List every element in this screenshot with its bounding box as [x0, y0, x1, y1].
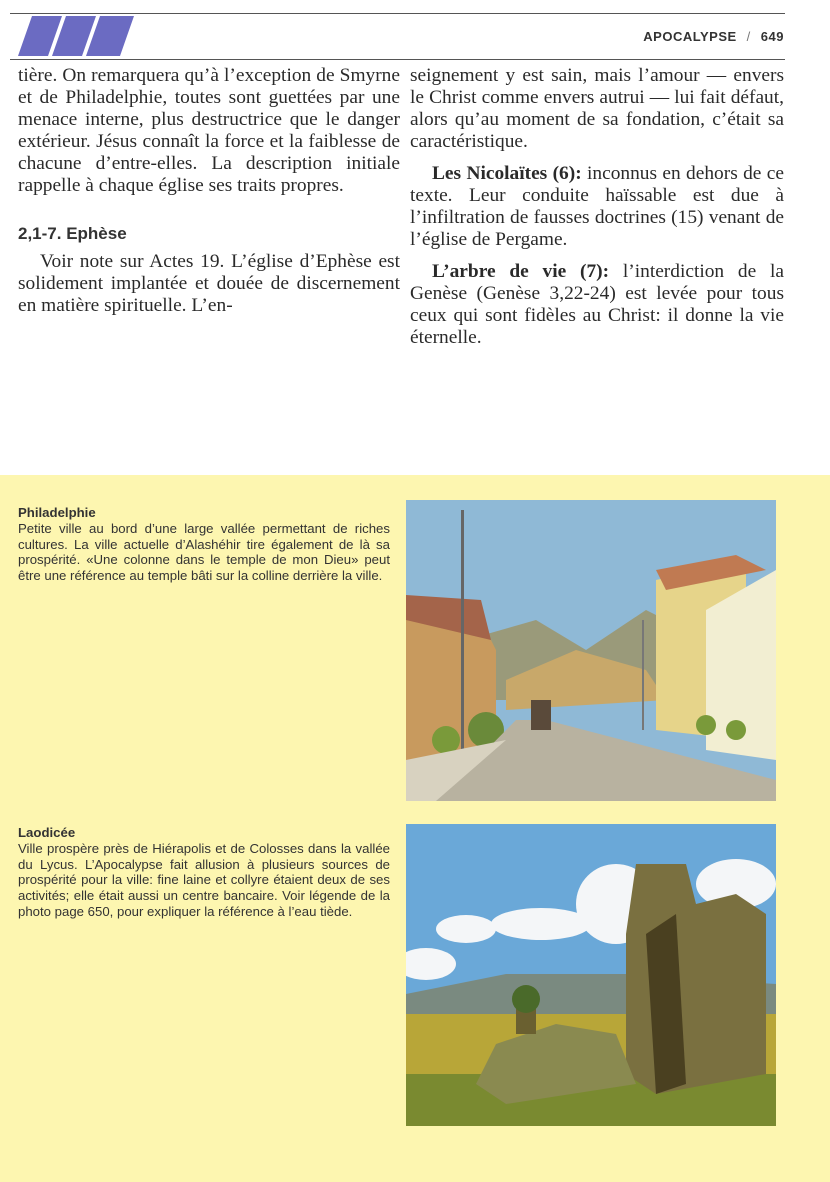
caption-text: Ville prospère près de Hiérapolis et de Colosses dans la vallée du Lycus. L’Apocalypse fait allusion à plusieurs sources de prospérité pour la ville: fine laine et collyre étaient deux de ses activités; elle était aussi un centre bancaire. Voir légende de la photo page 650, pour expliquer la référence à l’eau tiède.: [18, 840, 390, 919]
right-paragraph-1: seignement y est sain, mais l’amour — envers le Christ comme envers autrui — lui fait défaut, alors qu’au moment de sa fondation, c’était sa caractéristique.: [410, 65, 784, 152]
caption-title: Laodicée: [18, 825, 76, 840]
cloud: [491, 908, 591, 940]
bush: [512, 985, 540, 1013]
section-heading: 2,1-7. Ephèse: [18, 224, 127, 243]
header-rule-top: [10, 13, 785, 14]
header-rule-bottom: [10, 59, 785, 60]
arbre-body: l’interdiction de la Genèse (Genèse 3,22-24) est levée pour tous ceux qui sont fidèles au Christ: il donne la vie éternelle.: [410, 261, 785, 348]
left-paragraph-1: tière. On remarquera qu’à l’exception de Smyrne et de Philadelphie, toutes sont guettées par une menace interne, plus destructrice que le danger extérieur. Jésus connaît la force et la faiblesse de chacune d’entre-elles. La description initiale rappelle à chaque église ses traits propres.: [18, 65, 400, 196]
left-paragraph-2: Voir note sur Actes 19. L’église d’Ephèse est solidement implantée et douée de discernement en matière spirituelle. L’en-: [18, 251, 400, 316]
right-column: [410, 65, 784, 349]
term-arbre-de-vie: L’arbre de vie (7):: [432, 261, 610, 282]
tree: [696, 715, 716, 735]
cloud: [436, 915, 496, 943]
tree: [726, 720, 746, 740]
photo-philadelphie-street: [406, 500, 776, 801]
page-number: 649: [760, 29, 784, 44]
tree: [432, 726, 460, 754]
running-head: [643, 29, 784, 44]
logo-icon: [18, 16, 138, 56]
nicolaites-body: inconnus en dehors de ce texte. Leur conduite haïssable est due à l’infiltration de fausses doctrines (15) venant de l’église de Pergame.: [410, 163, 784, 250]
right-paragraph-arbre: [410, 261, 784, 349]
caption-laodicee: [18, 825, 390, 920]
caption-philadelphie: [18, 505, 390, 584]
header-separator: /: [746, 29, 751, 44]
caption-text: Petite ville au bord d’une large vallée permettant de riches cultures. La ville actuelle d’Alashéhir tire également de là sa prospérité. «Une colonne dans le temple de mon Dieu» peut être une référence au temple bâti sur la colline derrière la ville.: [18, 520, 390, 584]
telegraph-pole-2: [642, 620, 644, 730]
term-nicolaites: Les Nicolaïtes (6):: [432, 163, 582, 184]
photo-laodicee-ruins: [406, 824, 776, 1126]
telegraph-pole: [461, 510, 464, 760]
book-title: APOCALYPSE: [643, 29, 737, 44]
caption-title: Philadelphie: [18, 505, 96, 520]
right-paragraph-nicolaites: [410, 163, 784, 251]
cart: [531, 700, 551, 730]
left-column: [18, 65, 400, 317]
